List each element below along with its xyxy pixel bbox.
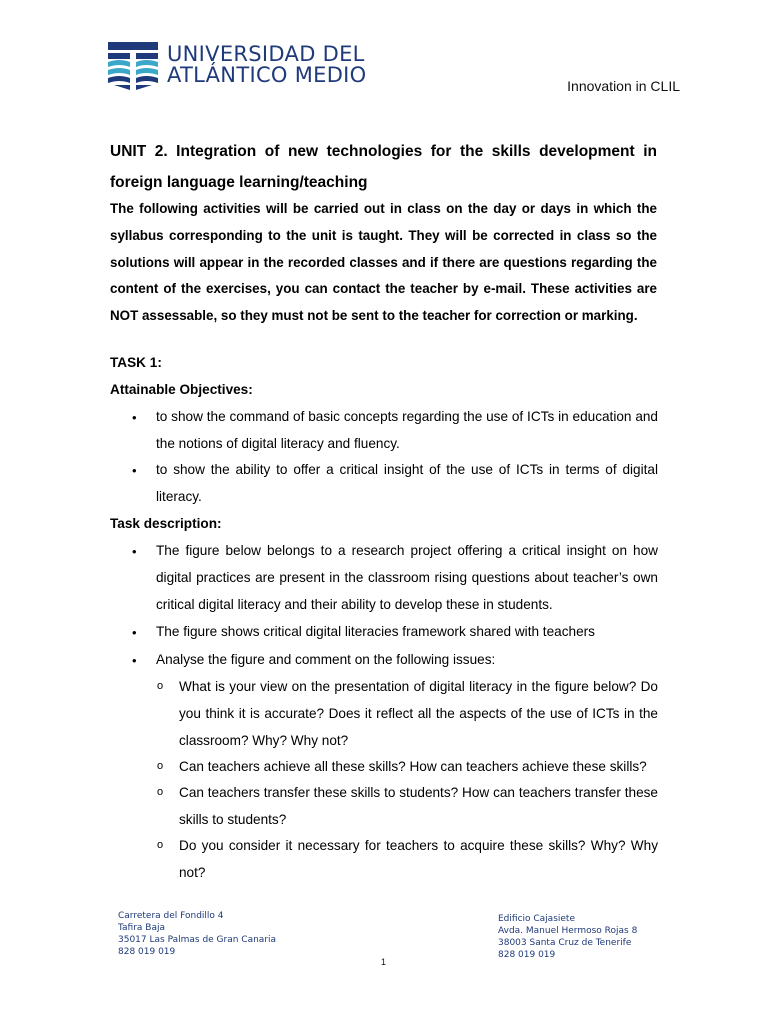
sub-bullet-icon: o xyxy=(157,760,164,772)
sub-bullet-icon: o xyxy=(157,680,164,692)
task-description-heading: Task description: xyxy=(110,516,222,531)
question-item: Can teachers achieve all these skills? How can teachers achieve these skills? xyxy=(179,759,647,774)
footer-right-line: 38003 Santa Cruz de Tenerife xyxy=(498,938,632,948)
objective-item: to show the command of basic concepts regarding the use of ICTs in education and the notions of digital literacy and fluency. xyxy=(156,409,658,451)
footer-right-line: Edificio Cajasiete xyxy=(498,914,575,924)
logo-line-2: ATLÁNTICO MEDIO xyxy=(167,63,367,87)
footer-right-line: 828 019 019 xyxy=(498,950,556,960)
unit-title: UNIT 2. Integration of new technologies for the skills development in foreign language learning/teaching xyxy=(110,143,657,191)
task-label: TASK 1: xyxy=(110,355,162,370)
course-name: Innovation in CLIL xyxy=(567,78,680,94)
footer-left-line: 828 019 019 xyxy=(118,947,176,957)
footer-address-left xyxy=(118,910,276,958)
question-item: Do you consider it necessary for teachers to acquire these skills? Why? Why not? xyxy=(179,838,658,880)
description-item: The figure shows critical digital literacies framework shared with teachers xyxy=(156,624,595,639)
sub-bullet-icon: o xyxy=(157,786,164,798)
footer-left-line: Carretera del Fondillo 4 xyxy=(118,911,224,921)
university-name xyxy=(167,44,367,86)
footer-left-line: Tafira Baja xyxy=(118,923,165,933)
description-item: The figure below belongs to a research project offering a critical insight on how digital practices are present in the classroom rising questions about teacher’s own critical digital literacy and their ability to develop these in students. xyxy=(156,543,658,612)
footer-right-line: Avda. Manuel Hermoso Rojas 8 xyxy=(498,926,638,936)
intro-paragraph: The following activities will be carried out in class on the day or days in which the syllabus corresponding to the unit is taught. They will be corrected in class so the solutions will appear in the recorded classes and if there are questions regarding the content of the exercises, you can contact the teacher by e-mail. These activities are NOT assessable, so they must not be sent to the teacher for correction or marking. xyxy=(110,201,657,324)
question-item: Can teachers transfer these skills to students? How can teachers transfer these skills to students? xyxy=(179,785,658,827)
bullet-icon: • xyxy=(132,463,137,478)
logo-line-1: UNIVERSIDAD DEL xyxy=(167,42,365,66)
footer-left-line: 35017 Las Palmas de Gran Canaria xyxy=(118,935,277,945)
question-item: What is your view on the presentation of digital literacy in the figure below? Do you think it is accurate? Does it reflect all the aspects of the use of ICTs in the classroom? Why? Why not? xyxy=(179,679,658,748)
objectives-heading: Attainable Objectives: xyxy=(110,382,253,397)
page-number: 1 xyxy=(381,957,387,967)
objective-item: to show the ability to offer a critical insight of the use of ICTs in terms of digital literacy. xyxy=(156,462,658,504)
footer-address-right xyxy=(498,913,637,961)
bullet-icon: • xyxy=(132,653,137,668)
bullet-icon: • xyxy=(132,410,137,425)
bullet-icon: • xyxy=(132,625,137,640)
bullet-icon: • xyxy=(132,544,137,559)
university-emblem-icon xyxy=(108,42,158,90)
sub-bullet-icon: o xyxy=(157,839,164,851)
description-item: Analyse the figure and comment on the following issues: xyxy=(156,652,496,667)
university-logo xyxy=(108,42,367,90)
